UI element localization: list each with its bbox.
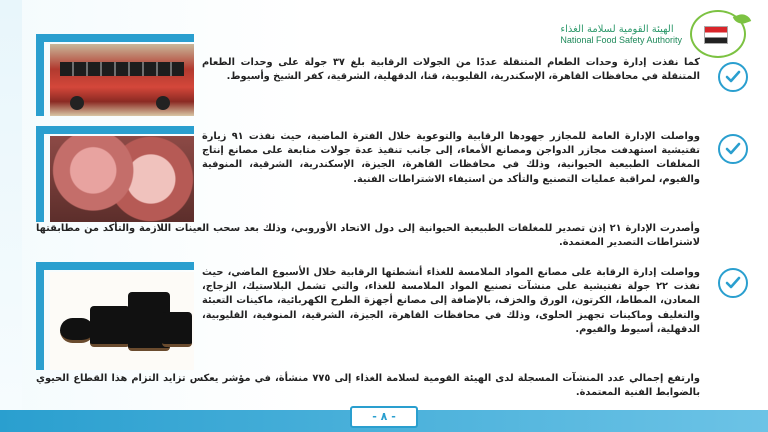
wheel-icon	[156, 96, 170, 110]
paragraph: وواصلت الإدارة العامة للمجازر جهودها الرقابية والتوعوية خلال الفترة الماضية، حيث نفذت ٩١ زيارة تفتيشية استهدفت مجازر الدواجن ومصانع الأمعاء، إلى جانب تنفيذ عدة جولات متابعة على مصانع إنتاج المغلفات الطبيعية الحيوانية، وذلك في محافظات القاهرة، الجيزة، الإسكندرية، الشرقية، المنوفية والفيوم، لمراقبة عمليات التصنيع والتأكد من استيفاء الاشتراطات الفنية.	[202, 131, 700, 185]
paragraph: كما نفذت إدارة وحدات الطعام المتنقلة عددًا من الجولات الرقابية بلغ ٣٧ جولة على وحدات الطعام المتنقلة في محافظات القاهرة، الإسكندرية، القليوبية، قنا، الدقهلية، الشرقية، كفر الشيخ وأسيوط.	[202, 57, 700, 83]
section-slaughterhouses	[36, 126, 752, 254]
bus-windows	[60, 62, 184, 76]
paragraph: وواصلت إدارة الرقابة على مصانع المواد الملامسة للغذاء أنشطتها الرقابية خلال الأسبوع الماضي، حيث نفذت ٢٢ جولة تفتيشية على منشآت تصنيع المواد الملامسة للغذاء، والتي تشمل البلاستيك، الزجاج، المعادن، المطاط، الكرتون، الورق والخزف، بالإضافة إلى مصانع أجهزة الطرح الكهربائية، ماكينات التعبئة والتغليف وماكينات تجهيز الحلوى، وذلك في محافظات القاهرة، الجيزة، الشرقية، المنوفية، القليوبية، الدقهلية، أسيوط والفيوم.	[202, 267, 700, 335]
checkmark-icon	[718, 62, 748, 92]
frame-accent	[36, 262, 194, 270]
frame-accent	[36, 126, 44, 222]
org-name-arabic: الهيئة القومية لسلامة الغذاء	[560, 23, 674, 35]
photo-frame	[36, 34, 194, 116]
frame-accent	[36, 34, 194, 42]
photo-frame	[36, 262, 194, 370]
page-number: - ٨ -	[350, 406, 418, 428]
leaf-icon	[733, 12, 751, 27]
bus-photo	[50, 44, 194, 116]
checkmark-icon	[718, 134, 748, 164]
frame-accent	[36, 34, 44, 116]
frame-accent	[36, 262, 44, 370]
checkmark-icon	[718, 268, 748, 298]
pot-icon	[90, 306, 130, 347]
paragraph: وأصدرت الإدارة ٢١ إذن تصدير للمغلفات الطبيعية الحيوانية إلى دول الاتحاد الأوروبي، وذلك بعد سحب العينات اللازمة والتأكد من مطابقتها لاشتراطات التصدير المعتمدة.	[36, 223, 701, 249]
pan-icon	[60, 318, 94, 343]
meat-photo	[50, 136, 194, 222]
photo-frame	[36, 126, 194, 222]
wheel-icon	[70, 96, 84, 110]
pot-icon	[162, 312, 192, 347]
left-decor-band	[0, 0, 22, 432]
org-name-english: National Food Safety Authority	[560, 34, 682, 45]
section-food-contact-materials	[36, 260, 752, 408]
paragraph: وارتفع إجمالي عدد المنشآت المسجلة لدى الهيئة القومية لسلامة الغذاء إلى ٧٧٥ منشأة، في مؤشر يعكس تزايد التزام هذا القطاع الحيوي بالضوابط الفنية المعتمدة.	[36, 373, 700, 399]
frame-accent	[36, 126, 194, 134]
cookware-photo	[50, 272, 194, 370]
section-food-trucks	[36, 34, 752, 116]
